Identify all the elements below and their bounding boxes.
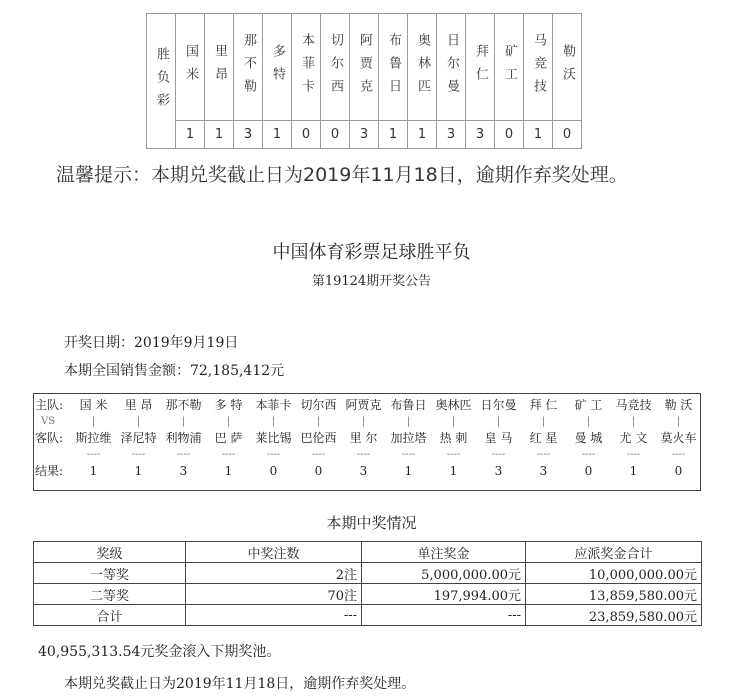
away-team: 加拉塔 xyxy=(390,431,427,445)
away-team: 莫火车 xyxy=(660,431,697,445)
prize-cell: 5,000,000.00元 xyxy=(362,563,526,584)
prize-header: 奖级 xyxy=(34,542,186,563)
home-team: 勒 沃 xyxy=(664,398,693,412)
top-team-result: 1 xyxy=(205,121,234,149)
match-result: 3 xyxy=(359,463,368,478)
away-team: 曼 城 xyxy=(574,431,603,445)
vs-mark: | xyxy=(541,415,546,427)
prize-cell: --- xyxy=(362,605,526,626)
match-result: 3 xyxy=(179,463,188,478)
notice-top: 温馨提示：本期兑奖截止日为2019年11月18日，逾期作弃奖处理。 xyxy=(56,164,628,186)
top-team-name: 多特 xyxy=(263,14,292,121)
home-team: 马竞技 xyxy=(615,398,652,412)
draw-date: 开奖日期：2019年9月19日 xyxy=(64,335,239,351)
vs-mark: | xyxy=(631,415,636,427)
home-team: 多 特 xyxy=(214,398,243,412)
dash-mark: ---- xyxy=(536,448,551,460)
vs-mark: | xyxy=(586,415,591,427)
vs-label: VS xyxy=(41,415,56,427)
prize-cell: --- xyxy=(186,605,362,626)
top-result-table xyxy=(146,13,582,149)
home-team: 日尔曼 xyxy=(480,398,517,412)
deadline-text: 本期兑奖截止日为2019年11月18日，逾期作弃奖处理。 xyxy=(64,676,416,692)
match-result: 3 xyxy=(494,463,503,478)
dash-mark: ---- xyxy=(221,448,236,460)
away-team: 利物浦 xyxy=(165,431,202,445)
match-result: 1 xyxy=(224,463,233,478)
prize-header: 中奖注数 xyxy=(186,542,362,563)
top-team-result: 0 xyxy=(553,121,582,149)
top-team-name: 马竞技 xyxy=(524,14,553,121)
away-team: 泽尼特 xyxy=(120,431,157,445)
prize-level: 一等奖 xyxy=(34,563,186,584)
away-team: 斯拉维 xyxy=(75,431,112,445)
prize-row xyxy=(34,584,702,605)
home-label: 主队: xyxy=(35,398,64,412)
top-team-name: 奥林匹 xyxy=(408,14,437,121)
vs-mark: | xyxy=(91,415,96,427)
top-team-result: 3 xyxy=(350,121,379,149)
top-team-name: 国米 xyxy=(176,14,205,121)
dash-mark: ---- xyxy=(446,448,461,460)
home-team: 奥林匹 xyxy=(435,398,472,412)
home-team: 本菲卡 xyxy=(255,398,292,412)
away-team: 巴 萨 xyxy=(214,431,243,445)
away-team: 巴伦西 xyxy=(300,431,337,445)
away-label: 客队: xyxy=(35,431,64,445)
top-team-result: 0 xyxy=(292,121,321,149)
match-result: 1 xyxy=(134,463,143,478)
top-team-name: 日尔曼 xyxy=(437,14,466,121)
home-team: 切尔西 xyxy=(300,398,337,412)
dash-mark: ---- xyxy=(356,448,371,460)
vs-mark: | xyxy=(316,415,321,427)
prize-header: 应派奖金合计 xyxy=(526,542,702,563)
top-team-result: 1 xyxy=(176,121,205,149)
away-team: 尤 文 xyxy=(619,431,648,445)
top-team-result: 3 xyxy=(234,121,263,149)
match-result: 1 xyxy=(449,463,458,478)
top-team-name: 矿工 xyxy=(495,14,524,121)
vs-mark: | xyxy=(406,415,411,427)
away-team: 热 刺 xyxy=(439,431,468,445)
match-result: 0 xyxy=(269,463,278,478)
vs-mark: | xyxy=(496,415,501,427)
top-team-result: 1 xyxy=(524,121,553,149)
prize-level: 合计 xyxy=(34,605,186,626)
pool-rollover-text: 40,955,313.54元奖金滚入下期奖池。 xyxy=(38,644,281,660)
top-team-name: 勒沃 xyxy=(553,14,582,121)
match-result: 1 xyxy=(629,463,638,478)
lottery-type-label: 胜负彩 xyxy=(147,14,176,149)
vs-mark: | xyxy=(136,415,141,427)
top-team-result: 0 xyxy=(495,121,524,149)
prize-header: 单注奖金 xyxy=(362,542,526,563)
away-team: 莱比锡 xyxy=(255,431,292,445)
prize-cell: 197,994.00元 xyxy=(362,584,526,605)
away-team: 红 星 xyxy=(529,431,558,445)
home-team: 布鲁日 xyxy=(390,398,427,412)
dash-mark: ---- xyxy=(266,448,281,460)
top-team-result: 3 xyxy=(437,121,466,149)
away-team: 里 尔 xyxy=(349,431,378,445)
match-result: 1 xyxy=(404,463,413,478)
dash-mark: ---- xyxy=(311,448,326,460)
dash-mark: ---- xyxy=(176,448,191,460)
dash-mark: ---- xyxy=(581,448,596,460)
top-team-name: 切尔西 xyxy=(321,14,350,121)
top-team-name: 布鲁日 xyxy=(379,14,408,121)
top-team-name: 阿贾克 xyxy=(350,14,379,121)
prize-cell: 23,859,580.00元 xyxy=(526,605,702,626)
sales-amount: 本期全国销售金额：72,185,412元 xyxy=(64,363,285,379)
prize-cell: 10,000,000.00元 xyxy=(526,563,702,584)
prize-title: 本期中奖情况 xyxy=(326,514,417,532)
match-result: 0 xyxy=(314,463,323,478)
dash-mark: ---- xyxy=(131,448,146,460)
top-team-result: 1 xyxy=(408,121,437,149)
match-result: 1 xyxy=(89,463,98,478)
match-result: 3 xyxy=(539,463,548,478)
vs-mark: | xyxy=(226,415,231,427)
match-result: 0 xyxy=(584,463,593,478)
prize-cell: 70注 xyxy=(186,584,362,605)
vs-mark: | xyxy=(271,415,276,427)
home-team: 阿贾克 xyxy=(345,398,382,412)
home-team: 国 米 xyxy=(79,398,108,412)
vs-mark: | xyxy=(361,415,366,427)
top-team-name: 本菲卡 xyxy=(292,14,321,121)
top-team-name: 拜仁 xyxy=(466,14,495,121)
announcement-title: 中国体育彩票足球胜平负 xyxy=(272,242,471,263)
prize-row xyxy=(34,563,702,584)
vs-mark: | xyxy=(451,415,456,427)
top-team-name: 里昂 xyxy=(205,14,234,121)
away-team: 皇 马 xyxy=(484,431,513,445)
prize-cell: 2注 xyxy=(186,563,362,584)
prize-cell: 13,859,580.00元 xyxy=(526,584,702,605)
prize-level: 二等奖 xyxy=(34,584,186,605)
dash-mark: ---- xyxy=(401,448,416,460)
top-team-result: 1 xyxy=(263,121,292,149)
match-table xyxy=(33,395,701,480)
dash-mark: ---- xyxy=(671,448,686,460)
vs-mark: | xyxy=(181,415,186,427)
home-team: 拜 仁 xyxy=(529,398,558,412)
top-team-result: 1 xyxy=(379,121,408,149)
home-team: 那不勒 xyxy=(165,398,202,412)
dash-mark: ---- xyxy=(491,448,506,460)
announcement-subtitle: 第19124期开奖公告 xyxy=(311,274,432,289)
top-team-result: 3 xyxy=(466,121,495,149)
dash-mark: ---- xyxy=(86,448,101,460)
home-team: 里 昂 xyxy=(124,398,153,412)
prize-table xyxy=(33,541,702,626)
result-label: 结果: xyxy=(35,464,64,478)
home-team: 矿 工 xyxy=(574,398,603,412)
match-result: 0 xyxy=(674,463,683,478)
vs-mark: | xyxy=(676,415,681,427)
prize-row xyxy=(34,605,702,626)
top-team-result: 0 xyxy=(321,121,350,149)
dash-mark: ---- xyxy=(626,448,641,460)
top-team-name: 那不勒 xyxy=(234,14,263,121)
